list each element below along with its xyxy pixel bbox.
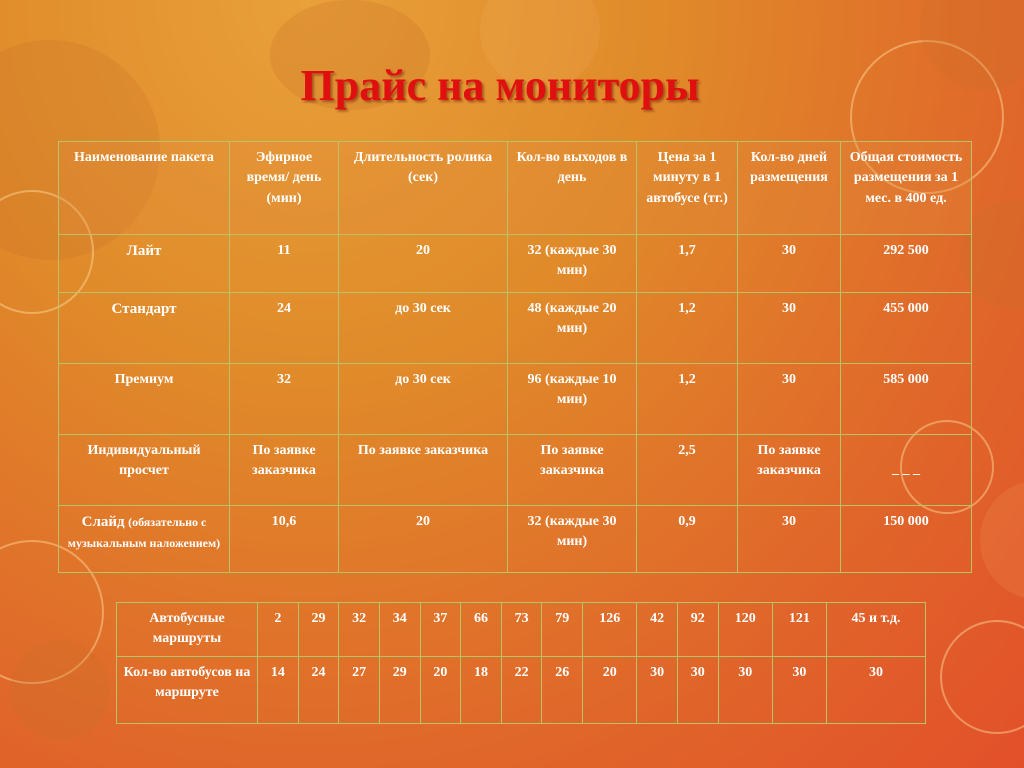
- route-number: 126: [583, 603, 637, 657]
- bokeh-circle: [980, 480, 1024, 600]
- route-number: 66: [461, 603, 502, 657]
- price-cell: 1,7: [637, 235, 738, 293]
- bus-count: 20: [420, 656, 461, 723]
- bus-count: 29: [379, 656, 420, 723]
- bus-count: 30: [772, 656, 826, 723]
- table-row: [59, 435, 972, 506]
- table-header-row: [59, 142, 972, 235]
- route-number: 120: [718, 603, 772, 657]
- route-number: 2: [258, 603, 299, 657]
- bus-count: 30: [827, 656, 926, 723]
- header-cell: Эфирное время/ день (мин): [230, 142, 339, 235]
- bus-count: 30: [718, 656, 772, 723]
- bokeh-circle: [10, 640, 110, 740]
- bus-count: 20: [583, 656, 637, 723]
- header-cell: Кол-во выходов в день: [508, 142, 637, 235]
- package-name: Стандарт: [59, 293, 230, 364]
- header-cell: Длительность ролика (сек): [339, 142, 508, 235]
- buses-row: [117, 656, 926, 723]
- airtime-cell: 24: [230, 293, 339, 364]
- package-name: Индивидуальный просчет: [59, 435, 230, 506]
- header-cell: Общая стоимость размещения за 1 мес. в 400 ед.: [841, 142, 972, 235]
- total-cell: 585 000: [841, 364, 972, 435]
- outputs-cell: 32 (каждые 30 мин): [508, 235, 637, 293]
- route-number: 121: [772, 603, 826, 657]
- route-number: 37: [420, 603, 461, 657]
- route-number: 34: [379, 603, 420, 657]
- buses-label: Кол-во автобусов на маршруте: [117, 656, 258, 723]
- bus-count: 22: [501, 656, 542, 723]
- header-cell: Цена за 1 минуту в 1 автобусе (тг.): [637, 142, 738, 235]
- total-cell: 150 000: [841, 506, 972, 573]
- package-name: Слайд: [81, 514, 125, 530]
- bus-count: 24: [298, 656, 339, 723]
- package-name-cell: [59, 506, 230, 573]
- header-cell: Кол-во дней размещения: [738, 142, 841, 235]
- route-number: 42: [637, 603, 678, 657]
- table-row: [59, 506, 972, 573]
- airtime-cell: 10,6: [230, 506, 339, 573]
- package-note: (обязательно с музыкальным наложением): [67, 515, 221, 550]
- route-number: 32: [339, 603, 380, 657]
- days-cell: 30: [738, 506, 841, 573]
- duration-cell: до 30 сек: [339, 364, 508, 435]
- outputs-cell: 48 (каждые 20 мин): [508, 293, 637, 364]
- route-number: 45 и т.д.: [827, 603, 926, 657]
- airtime-cell: 32: [230, 364, 339, 435]
- table-row: [59, 293, 972, 364]
- days-cell: 30: [738, 364, 841, 435]
- airtime-cell: По заявке заказчика: [230, 435, 339, 506]
- airtime-cell: 11: [230, 235, 339, 293]
- days-cell: По заявке заказчика: [738, 435, 841, 506]
- total-cell: 455 000: [841, 293, 972, 364]
- days-cell: 30: [738, 293, 841, 364]
- routes-table: [116, 602, 926, 724]
- page-title: Прайс на мониторы: [300, 61, 700, 110]
- bus-count: 26: [542, 656, 583, 723]
- bokeh-ring: [940, 620, 1024, 734]
- bus-count: 27: [339, 656, 380, 723]
- duration-cell: 20: [339, 506, 508, 573]
- package-name: Премиум: [59, 364, 230, 435]
- table-row: [59, 364, 972, 435]
- bus-count: 18: [461, 656, 502, 723]
- outputs-cell: По заявке заказчика: [508, 435, 637, 506]
- duration-cell: 20: [339, 235, 508, 293]
- route-number: 79: [542, 603, 583, 657]
- bus-count: 14: [258, 656, 299, 723]
- total-cell: _ _ _: [841, 435, 972, 506]
- price-table: [58, 141, 972, 573]
- bus-count: 30: [677, 656, 718, 723]
- total-cell: 292 500: [841, 235, 972, 293]
- route-number: 92: [677, 603, 718, 657]
- package-name: Лайт: [59, 235, 230, 293]
- duration-cell: до 30 сек: [339, 293, 508, 364]
- bus-count: 30: [637, 656, 678, 723]
- price-cell: 0,9: [637, 506, 738, 573]
- days-cell: 30: [738, 235, 841, 293]
- price-cell: 1,2: [637, 293, 738, 364]
- outputs-cell: 96 (каждые 10 мин): [508, 364, 637, 435]
- route-number: 73: [501, 603, 542, 657]
- price-cell: 1,2: [637, 364, 738, 435]
- table-row: [59, 235, 972, 293]
- outputs-cell: 32 (каждые 30 мин): [508, 506, 637, 573]
- duration-cell: По заявке заказчика: [339, 435, 508, 506]
- routes-row: [117, 603, 926, 657]
- price-cell: 2,5: [637, 435, 738, 506]
- route-number: 29: [298, 603, 339, 657]
- header-cell: Наименование пакета: [59, 142, 230, 235]
- routes-label: Автобусные маршруты: [117, 603, 258, 657]
